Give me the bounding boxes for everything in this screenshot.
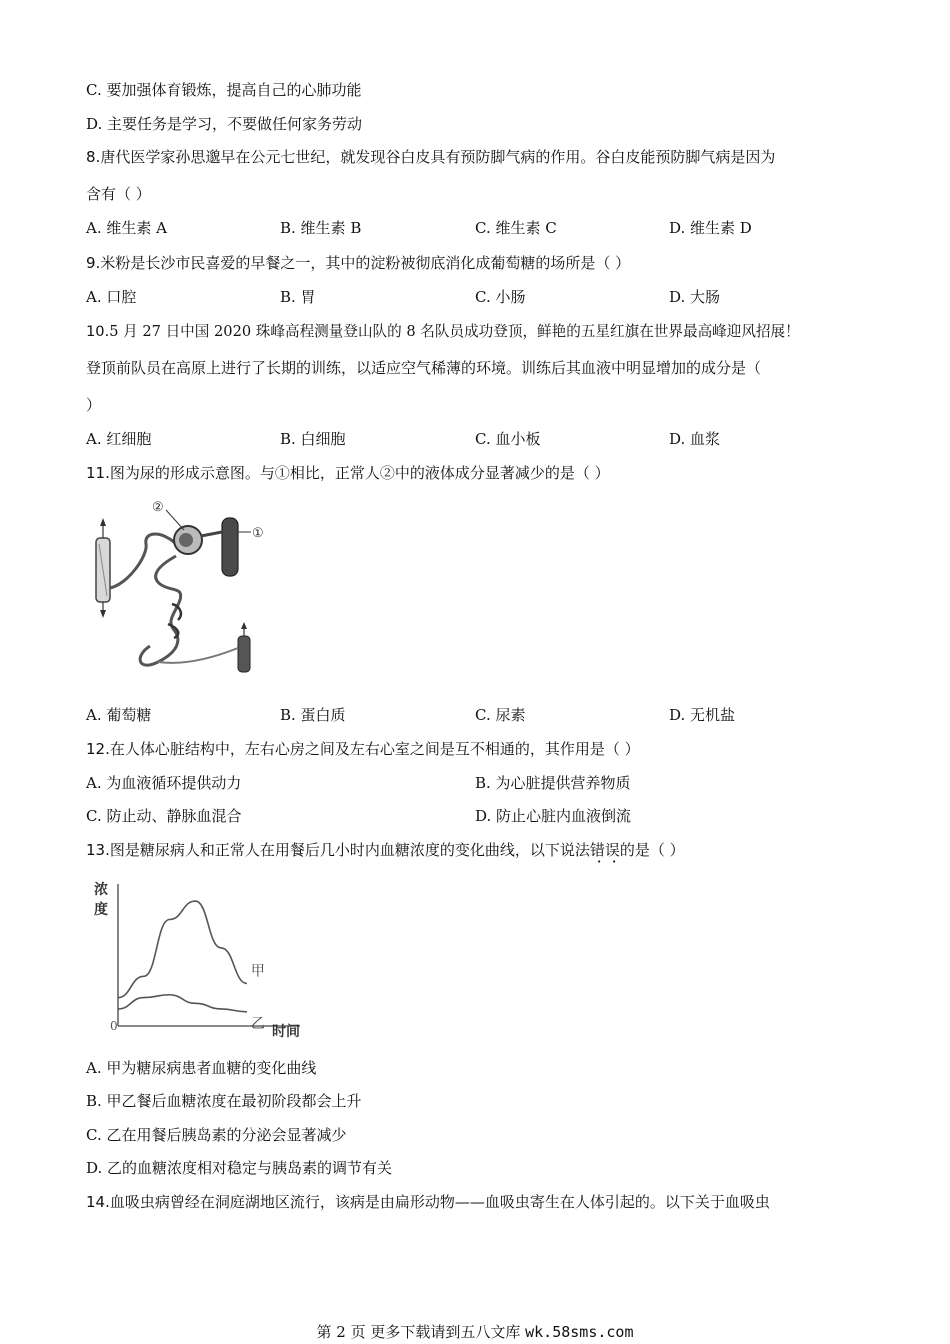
q9-option-c: C. 小肠 [475, 288, 526, 306]
nephron-figure [88, 496, 273, 681]
emphasis-cuo: 错 [589, 841, 605, 859]
q12-option-d: D. 防止心脏内血液倒流 [475, 807, 632, 825]
origin-label: 0 [110, 1019, 118, 1033]
y-axis-label-part1: 浓 [94, 882, 108, 898]
q12-option-b: B. 为心脏提供营养物质 [475, 774, 631, 792]
q9-option-d: D. 大肠 [669, 288, 721, 306]
q10-option-d: D. 血浆 [669, 430, 721, 448]
y-axis-label-part2: 度 [94, 902, 108, 918]
q9-option-a: A. 口腔 [86, 288, 137, 306]
q11-option-a: A. 葡萄糖 [86, 706, 152, 724]
page-footer [0, 1322, 950, 1342]
lower-vessel [238, 636, 250, 672]
q10-stem-line2: 登顶前队员在高原上进行了长期的训练，以适应空气稀薄的环境。训练后其血液中明显增加的成分是（ [86, 359, 762, 377]
q8-number: 8. [86, 148, 101, 166]
q11-stem: 11.图为尿的形成示意图。与①相比，正常人②中的液体成分显著减少的是（ ） [86, 464, 610, 482]
q10-option-b: B. 白细胞 [280, 430, 346, 448]
blood-sugar-chart [90, 876, 310, 1040]
q12-option-c: C. 防止动、静脉血混合 [86, 807, 242, 825]
footer-text: 第 2 页 更多下载请到五八文库 [316, 1323, 526, 1341]
series-line-1 [118, 901, 247, 998]
q11-option-c: C. 尿素 [475, 706, 526, 724]
q13-stem: 13.图是糖尿病人和正常人在用餐后几小时内血糖浓度的变化曲线，以下说法错误的是（ ） [86, 841, 685, 859]
q13-option-b: B. 甲乙餐后血糖浓度在最初阶段都会上升 [86, 1092, 362, 1110]
q10-option-c: C. 血小板 [475, 430, 541, 448]
q13-option-a: A. 甲为糖尿病患者血糖的变化曲线 [86, 1059, 317, 1077]
q13-number: 13. [86, 841, 110, 859]
q12-stem: 12.在人体心脏结构中，左右心房之间及左右心室之间是互不相通的，其作用是（ ） [86, 740, 640, 758]
q10-option-a: A. 红细胞 [86, 430, 152, 448]
q7-option-c: C. 要加强体育锻炼，提高自己的心肺功能 [86, 81, 362, 99]
q10-stem-line1: 10.5 月 27 日中国 2020 珠峰高程测量登山队的 8 名队员成功登顶，鲜艳的五星红旗在世界最高峰迎风招展！ [86, 323, 800, 340]
q8-option-a: A. 维生素 A [86, 219, 167, 237]
series-line-2 [118, 995, 247, 1012]
q14-stem: 14.血吸虫病曾经在洞庭湖地区流行，该病是由扁形动物——血吸虫寄生在人体引起的。以下关于血吸虫 [86, 1193, 770, 1211]
renal-tubule [110, 534, 184, 665]
series-label-1: 甲 [250, 963, 265, 980]
q9-stem: 9.米粉是长沙市民喜爱的早餐之一，其中的淀粉被彻底消化成葡萄糖的场所是（ ） [86, 254, 631, 272]
x-axis-label: 时间 [272, 1024, 300, 1040]
q8-stem-line2: 含有（ ） [86, 185, 151, 203]
q11-number: 11. [86, 464, 110, 482]
q11-option-d: D. 无机盐 [669, 706, 736, 724]
arrow-up-icon [100, 518, 106, 526]
q10-number: 10. [86, 323, 110, 340]
q11-option-b: B. 蛋白质 [280, 706, 346, 724]
right-vessel [222, 518, 238, 576]
q8-option-d: D. 维生素 D [669, 219, 752, 237]
q9-option-b: B. 胃 [280, 288, 316, 306]
footer-link[interactable]: wk.58sms.com [525, 1323, 634, 1341]
q13-option-c: C. 乙在用餐后胰岛素的分泌会显著减少 [86, 1126, 347, 1144]
arrow-down-icon [100, 610, 106, 618]
q7-option-d: D. 主要任务是学习，不要做任何家务劳动 [86, 115, 363, 133]
q12-number: 12. [86, 740, 110, 758]
q13-option-d: D. 乙的血糖浓度相对稳定与胰岛素的调节有关 [86, 1159, 393, 1177]
q12-option-a: A. 为血液循环提供动力 [86, 774, 242, 792]
q9-number: 9. [86, 254, 101, 272]
series-label-2: 乙 [250, 1015, 265, 1032]
q14-number: 14. [86, 1193, 110, 1211]
q8-option-b: B. 维生素 B [280, 219, 362, 237]
label-1: ① [252, 526, 264, 541]
label-2: ② [152, 500, 164, 515]
q8-option-c: C. 维生素 C [475, 219, 557, 237]
q10-stem-line3: ） [86, 396, 102, 414]
emphasis-wu: 误 [604, 841, 620, 859]
q8-stem-line1: 8.唐代医学家孙思邈早在公元七世纪，就发现谷白皮具有预防脚气病的作用。谷白皮能预防脚气病是因为 [86, 148, 776, 166]
